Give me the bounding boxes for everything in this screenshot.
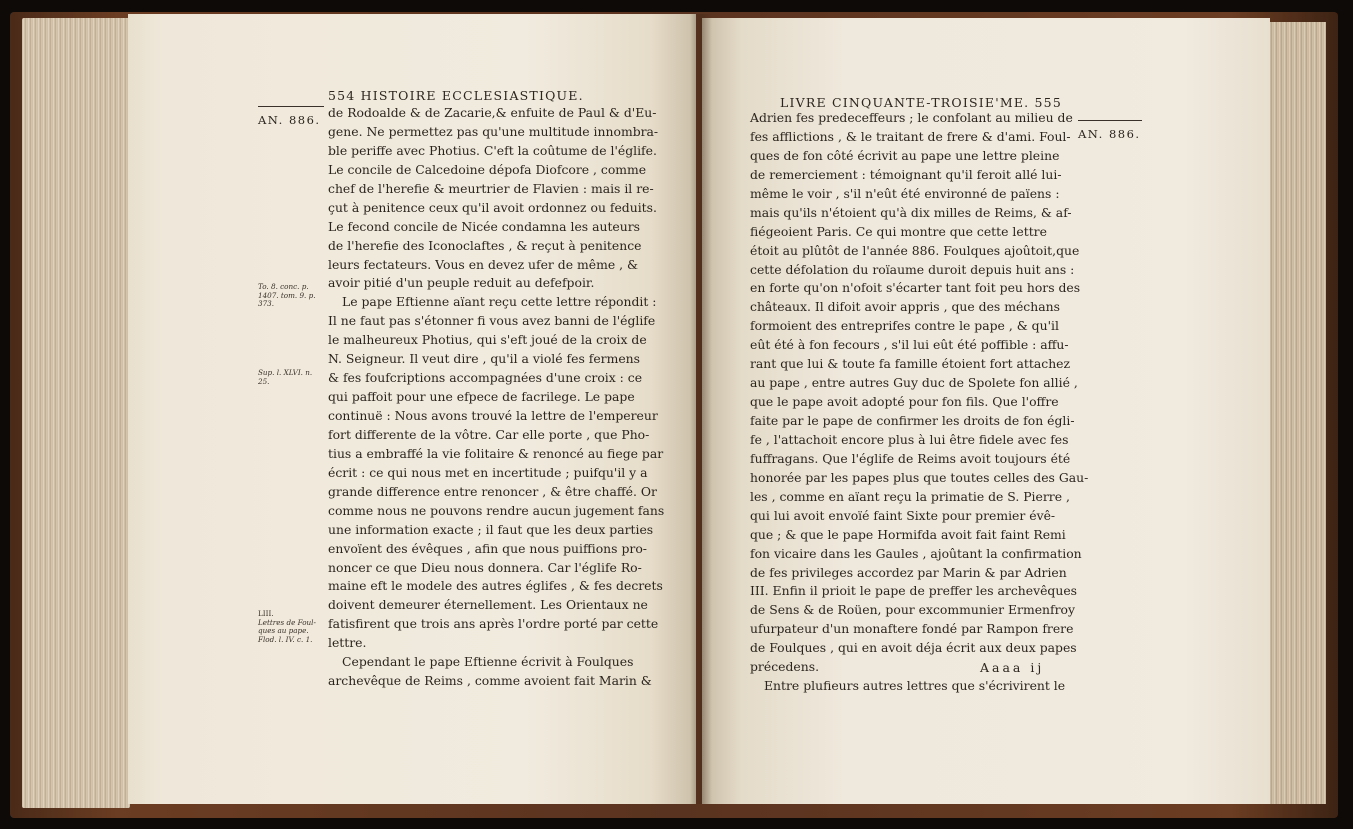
text-line: Le fecond concile de Nicée condamna les auteurs bbox=[328, 218, 641, 234]
text-line: que le pape avoit adopté pour fon fils. Que l'offre bbox=[750, 394, 1059, 410]
text-line: fuffragans. Que l'églife de Reims avoit toujours été bbox=[750, 450, 1071, 466]
text-line: Cependant le pape Eftienne écrivit à Foulques bbox=[342, 654, 634, 670]
text-line: de l'herefie des Iconoclaftes , & reçut à penitence bbox=[328, 237, 642, 253]
text-line: le malheureux Photius, qui s'eft joué de la croix de bbox=[328, 332, 647, 348]
text-line: précedens. bbox=[750, 659, 820, 675]
text-line: Le pape Eftienne aïant reçu cette lettre répondit : bbox=[342, 294, 657, 310]
text-line: doivent demeurer éternellement. Les Orientaux ne bbox=[328, 597, 648, 613]
text-line: 1407. tom. 9. p. bbox=[258, 290, 316, 300]
text-line: cette défolation du roïaume duroit depuis huit ans : bbox=[750, 261, 1075, 277]
left-year-margin: AN. 886. bbox=[258, 113, 321, 127]
text-line: rant que lui & toute fa famille étoient fort attachez bbox=[750, 356, 1071, 372]
text-line: au pape , entre autres Guy duc de Spolete fon allié , bbox=[750, 375, 1078, 391]
text-line: de fes privileges accordez par Marin & par Adrien bbox=[750, 564, 1067, 580]
text-line: étoit au plûtôt de l'année 886. Foulques ajoûtoit,que bbox=[750, 242, 1080, 258]
signature-mark: Aaaa ij bbox=[980, 660, 1045, 675]
text-line: noncer ce que Dieu nous donnera. Car l'églife Ro- bbox=[328, 559, 642, 575]
left-margin-note-conc bbox=[258, 283, 316, 309]
text-line: chef de l'herefie & meurtrier de Flavien : mais il re- bbox=[328, 180, 654, 196]
text-line: mais qu'ils n'étoient qu'à dix milles de Reims, & af- bbox=[750, 204, 1072, 220]
text-line: maine eft le modele des autres églifes , & fes decrets bbox=[328, 578, 663, 594]
text-line: fiégeoient Paris. Ce qui montre que cette lettre bbox=[750, 223, 1047, 239]
right-body-text bbox=[750, 109, 1089, 696]
text-line: envoïent des évêques , afin que nous puiffions pro- bbox=[328, 540, 647, 556]
text-line: Adrien fes predeceffeurs ; le confolant au milieu de bbox=[750, 110, 1073, 125]
text-line: fatisfirent que trois ans après l'ordre porté par cette bbox=[328, 616, 659, 632]
text-line: fon vicaire dans les Gaules , ajoûtant la confirmation bbox=[750, 545, 1082, 561]
text-line: To. 8. conc. p. bbox=[258, 282, 309, 291]
text-line: Lettres de Foul- bbox=[258, 617, 316, 627]
text-line: faite par le pape de confirmer les droits de fon égli- bbox=[750, 413, 1075, 428]
right-running-head: LIVRE CINQUANTE-TROISIE'ME. 555 bbox=[780, 95, 1062, 110]
text-line: ble periffe avec Photius. C'eft la coûtume de l'églife. bbox=[328, 142, 657, 158]
text-line: ufurpateur d'un monaftere fondé par Rampon frere bbox=[750, 621, 1074, 637]
text-line: 25. bbox=[258, 376, 270, 386]
text-line: Entre plufieurs autres lettres que s'écrivirent le bbox=[764, 678, 1066, 694]
text-line: III. Enfin il prioit le pape de preffer les archevêques bbox=[750, 583, 1078, 599]
text-line: même le voir , s'il n'eût été environné de païens : bbox=[750, 185, 1060, 201]
text-line: N. Seigneur. Il veut dire , qu'il a violé fes fermens bbox=[328, 351, 641, 367]
text-line: lettre. bbox=[328, 635, 367, 651]
text-line: Flod. l. IV. c. 1. bbox=[258, 634, 313, 644]
right-year-margin: AN. 886. bbox=[1078, 127, 1141, 141]
text-line: que ; & que le pape Hormifda avoit fait faint Remi bbox=[750, 526, 1066, 542]
text-line: fes afflictions , & le traitant de frere & d'ami. Foul- bbox=[750, 128, 1071, 144]
text-line: LIII. bbox=[258, 609, 274, 618]
text-line: de Rodoalde & de Zacarie,& enfuite de Paul & d'Eu- bbox=[328, 105, 657, 120]
text-line: leurs fectateurs. Vous en devez ufer de même , & bbox=[328, 256, 639, 272]
text-line: tius a embraffé la vie folitaire & renoncé au fiege par bbox=[328, 445, 664, 461]
text-line: de remerciement : témoignant qu'il feroit allé lui- bbox=[750, 166, 1062, 182]
text-line: fort differente de la vôtre. Car elle porte , que Pho- bbox=[328, 426, 650, 442]
text-line: écrit : ce qui nous met en incertitude ; puifqu'il y a bbox=[328, 464, 648, 480]
text-line: honorée par les papes plus que toutes celles des Gau- bbox=[750, 469, 1089, 485]
text-line: gene. Ne permettez pas qu'une multitude innombra- bbox=[328, 123, 659, 139]
text-line: comme nous ne pouvons rendre aucun jugement fans bbox=[328, 502, 665, 518]
text-line: ques de fon côté écrivit au pape une lettre pleine bbox=[750, 147, 1060, 163]
text-line: fe , l'attachoit encore plus à lui être fidele avec fes bbox=[750, 431, 1069, 447]
text-line: de Sens & de Roüen, pour excommunier Ermenfroy bbox=[750, 602, 1076, 618]
text-line: les , comme en aïant reçu la primatie de S. Pierre , bbox=[750, 488, 1070, 504]
left-header-rule bbox=[258, 106, 324, 107]
text-line: de Foulques , qui en avoit déja écrit aux deux papes bbox=[750, 640, 1077, 656]
text-line: grande difference entre renoncer , & être chaffé. Or bbox=[328, 483, 657, 499]
text-line: ques au pape. bbox=[258, 626, 309, 636]
text-line: qui paffoit pour une efpece de facrilege. Le pape bbox=[328, 389, 635, 405]
text-line: une information exacte ; il faut que les deux parties bbox=[328, 521, 654, 537]
left-running-head: 554 HISTOIRE ECCLESIASTIQUE. bbox=[328, 88, 584, 103]
book-gutter bbox=[690, 14, 712, 804]
right-header-rule bbox=[1078, 120, 1142, 121]
left-margin-note-lettres bbox=[258, 610, 316, 644]
text-line: avoir pitié d'un peuple reduit au defefpoir. bbox=[328, 275, 595, 291]
text-line: continuë : Nous avons trouvé la lettre de l'empereur bbox=[328, 408, 658, 423]
page-edges-right bbox=[1268, 22, 1326, 804]
text-line: & fes foufcriptions accompagnées d'une croix : ce bbox=[328, 370, 643, 386]
text-line: Sup. l. XLVI. n. bbox=[258, 368, 313, 377]
text-line: çut à penitence ceux qu'il avoit ordonnez ou feduits. bbox=[328, 199, 657, 215]
page-edges-left bbox=[22, 18, 130, 808]
text-line: Il ne faut pas s'étonner fi vous avez banni de l'églife bbox=[328, 313, 656, 329]
left-margin-note-sup bbox=[258, 369, 312, 386]
text-line: Le concile de Calcedoine dépofa Diofcore , comme bbox=[328, 161, 647, 177]
text-line: en forte qu'on n'ofoit s'écarter tant foit peu hors des bbox=[750, 280, 1081, 296]
text-line: 373. bbox=[258, 299, 275, 309]
text-line: archevêque de Reims , comme avoient fait Marin & bbox=[328, 673, 652, 689]
left-body-text bbox=[328, 104, 668, 691]
text-line: châteaux. Il difoit avoir appris , que des méchans bbox=[750, 299, 1060, 315]
text-line: eût été à fon fecours , s'il lui eût été poffible : affu- bbox=[750, 337, 1069, 353]
text-line: formoient des entreprifes contre le pape , & qu'il bbox=[750, 318, 1059, 334]
text-line: qui lui avoit envoïé faint Sixte pour premier évê- bbox=[750, 507, 1056, 523]
